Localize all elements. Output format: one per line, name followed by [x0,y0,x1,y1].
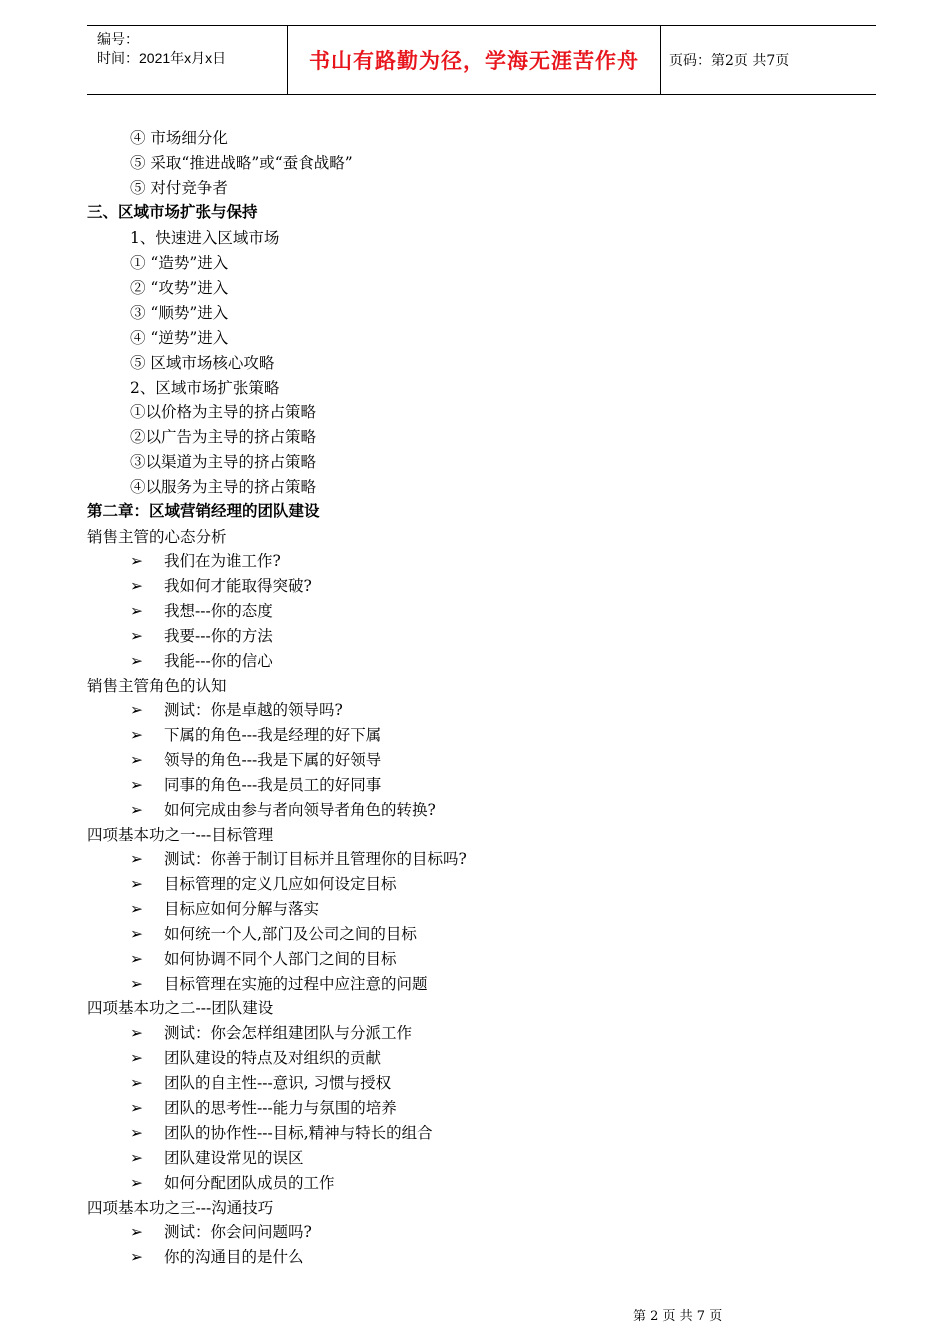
text-line: 销售主管角色的认知 [87,677,227,695]
time-label: 时间：2021年x月x日 [97,50,227,66]
bullet-text: 同事的角色---我是员工的好同事 [164,776,382,794]
arrow-bullet-icon: ➢ [130,975,143,993]
bullet-item [130,1148,304,1168]
bullet-item [130,1048,381,1068]
bullet-text: 我们在为谁工作? [164,552,281,570]
text-line: ② “攻势”进入 [130,279,229,297]
arrow-bullet-icon: ➢ [130,1124,143,1142]
bullet-text: 你的沟通目的是什么 [164,1248,304,1266]
text-line: ④ 市场细分化 [130,129,228,147]
text-line: ③以渠道为主导的挤占策略 [130,453,317,471]
bullet-text: 目标管理的定义几应如何设定目标 [164,875,397,893]
page-footer: 第 2 页 共 7 页 [633,1309,723,1324]
arrow-bullet-icon: ➢ [130,1248,143,1266]
arrow-bullet-icon: ➢ [130,900,143,918]
bullet-text: 我能---你的信心 [164,652,273,670]
bullet-item [130,874,397,894]
arrow-bullet-icon: ➢ [130,875,143,893]
bullet-item [130,551,281,571]
bullet-text: 团队建设的特点及对组织的贡献 [164,1049,382,1067]
bullet-text: 测试：你善于制订目标并且管理你的目标吗? [164,850,467,868]
text-line: 四项基本功之一---目标管理 [87,826,274,844]
arrow-bullet-icon: ➢ [130,1099,143,1117]
bullet-item [130,924,417,944]
text-line: 1、快速进入区域市场 [130,229,280,247]
bullet-item [130,1173,335,1193]
bullet-item [130,1247,304,1267]
arrow-bullet-icon: ➢ [130,950,143,968]
text-line: ①以价格为主导的挤占策略 [130,403,317,421]
bullet-item [130,1023,412,1043]
arrow-bullet-icon: ➢ [130,726,143,744]
text-line: ④ “逆势”进入 [130,329,229,347]
arrow-bullet-icon: ➢ [130,552,143,570]
header-meta [87,26,288,94]
arrow-bullet-icon: ➢ [130,701,143,719]
bullet-text: 测试：你会怎样组建团队与分派工作 [164,1024,413,1042]
bullet-item [130,626,273,646]
bullet-item [130,775,381,795]
text-line: ②以广告为主导的挤占策略 [130,428,317,446]
bullet-text: 测试：你是卓越的领导吗? [164,701,343,719]
arrow-bullet-icon: ➢ [130,602,143,620]
bullet-item [130,750,381,770]
text-line: 四项基本功之二---团队建设 [87,999,274,1017]
bullet-text: 目标管理在实施的过程中应注意的问题 [164,975,428,993]
text-line: 销售主管的心态分析 [87,528,227,546]
section-heading: 三、区域市场扩张与保持 [87,204,258,221]
arrow-bullet-icon: ➢ [130,751,143,769]
bullet-item [130,601,273,621]
arrow-bullet-icon: ➢ [130,850,143,868]
bullet-item [130,651,273,671]
bullet-item [130,1098,397,1118]
bullet-text: 目标应如何分解与落实 [164,900,320,918]
arrow-bullet-icon: ➢ [130,1074,143,1092]
bullet-text: 如何协调不同个人部门之间的目标 [164,950,397,968]
page-header [87,25,876,95]
bullet-text: 测试：你会问问题吗? [164,1223,312,1241]
arrow-bullet-icon: ➢ [130,801,143,819]
arrow-bullet-icon: ➢ [130,627,143,645]
bullet-item [130,700,343,720]
arrow-bullet-icon: ➢ [130,1174,143,1192]
arrow-bullet-icon: ➢ [130,1049,143,1067]
bullet-text: 如何统一个人,部门及公司之间的目标 [164,925,417,943]
text-line: ③ “顺势”进入 [130,304,229,322]
arrow-bullet-icon: ➢ [130,925,143,943]
bullet-text: 下属的角色---我是经理的好下属 [164,726,382,744]
bullet-text: 我想---你的态度 [164,602,273,620]
page-label: 页码：第2页 共7页 [669,53,790,69]
motto: 书山有路勤为径，学海无涯苦作舟 [288,26,661,94]
arrow-bullet-icon: ➢ [130,1024,143,1042]
arrow-bullet-icon: ➢ [130,577,143,595]
text-line: ⑤ 区域市场核心攻略 [130,354,275,372]
bullet-text: 团队的协作性---目标,精神与特长的组合 [164,1124,433,1142]
text-line: ⑤ 采取“推进战略”或“蚕食战略” [130,154,353,172]
bullet-item [130,899,319,919]
bullet-text: 我如何才能取得突破? [164,577,312,595]
bullet-text: 团队建设常见的误区 [164,1149,304,1167]
bullet-item [130,1123,433,1143]
bullet-text: 我要---你的方法 [164,627,273,645]
bullet-item [130,576,312,596]
bullet-text: 团队的自主性---意识, 习惯与授权 [164,1074,392,1092]
text-line: ④以服务为主导的挤占策略 [130,478,317,496]
bullet-text: 如何分配团队成员的工作 [164,1174,335,1192]
bullet-item [130,974,428,994]
bullet-item [130,949,397,969]
arrow-bullet-icon: ➢ [130,776,143,794]
bullet-item [130,725,381,745]
bullet-text: 如何完成由参与者向领导者角色的转换? [164,801,436,819]
bullet-item [130,849,467,869]
text-line: ① “造势”进入 [130,254,229,272]
text-line: 2、区域市场扩张策略 [130,379,280,397]
text-line: ⑤ 对付竞争者 [130,179,228,197]
arrow-bullet-icon: ➢ [130,1149,143,1167]
section-heading: 第二章：区域营销经理的团队建设 [87,503,320,520]
arrow-bullet-icon: ➢ [130,652,143,670]
arrow-bullet-icon: ➢ [130,1223,143,1241]
bullet-item [130,1222,312,1242]
text-line: 四项基本功之三---沟通技巧 [87,1199,274,1217]
bullet-item [130,1073,391,1093]
bullet-item [130,800,436,820]
number-label: 编号： [97,31,139,47]
bullet-text: 团队的思考性---能力与氛围的培养 [164,1099,397,1117]
bullet-text: 领导的角色---我是下属的好领导 [164,751,382,769]
